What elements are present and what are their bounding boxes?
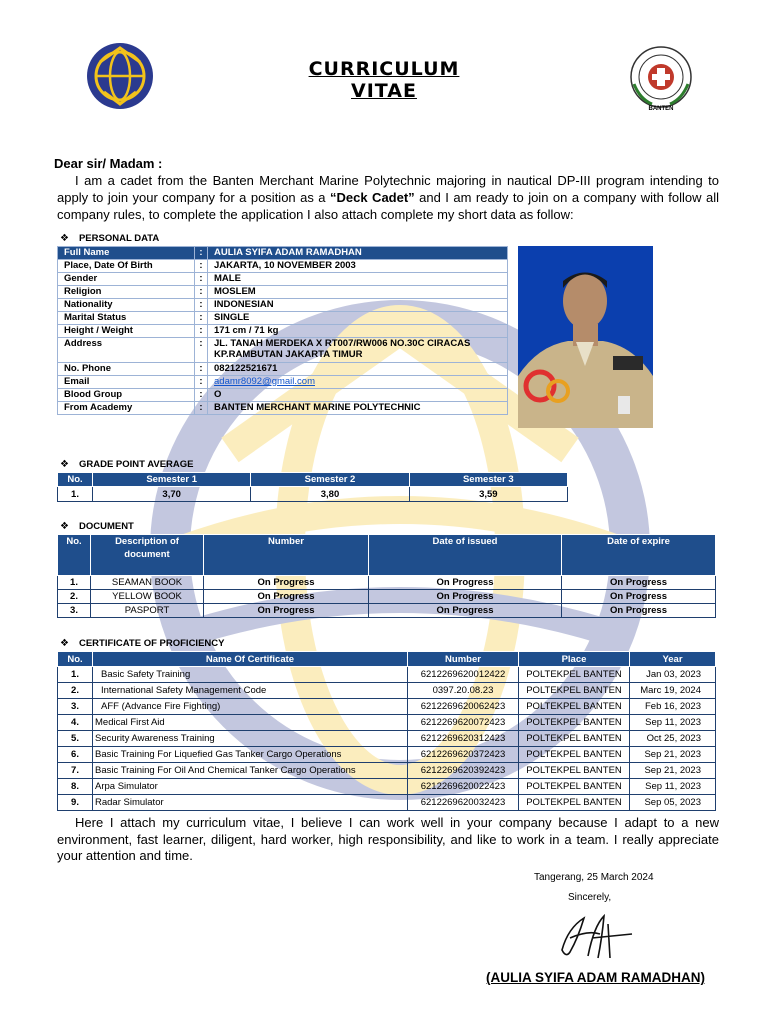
doc-no: 3. <box>58 604 91 618</box>
closing-paragraph: Here I attach my curriculum vitae, I believe I can work well in your company because I adapt to a new environment, fast learner, diligent, hard worker, high responsibility, and like to work in a team. I really appreciate your attention and time. <box>57 815 719 863</box>
handwritten-signature <box>548 908 648 964</box>
doc-issued: On Progress <box>369 590 562 604</box>
gpa-header-sem1: Semester 1 <box>93 473 251 487</box>
cert-year: Oct 25, 2023 <box>630 731 716 747</box>
cert-name: Basic Training For Oil And Chemical Tanker Cargo Operations <box>93 763 408 779</box>
gpa-heading <box>60 459 194 470</box>
cert-name: Security Awareness Training <box>93 731 408 747</box>
cert-place: POLTEKPEL BANTEN <box>519 715 630 731</box>
gpa-header-sem3: Semester 3 <box>409 473 567 487</box>
cert-no: 4. <box>58 715 93 731</box>
greeting: Dear sir/ Madam : <box>54 156 163 171</box>
personal-data-colon: : <box>195 286 208 299</box>
table-row <box>58 667 716 683</box>
document-heading <box>60 521 134 532</box>
personal-data-label: Religion <box>58 286 195 299</box>
cert-no: 1. <box>58 667 93 683</box>
cert-header-place: Place <box>519 652 630 667</box>
doc-description: SEAMAN BOOK <box>91 576 204 590</box>
certificate-header-row <box>58 652 716 667</box>
cert-name: Medical First Aid <box>93 715 408 731</box>
table-row <box>58 795 716 811</box>
cert-name: AFF (Advance Fire Fighting) <box>93 699 408 715</box>
cert-name: Basic Safety Training <box>93 667 408 683</box>
personal-data-label: Blood Group <box>58 389 195 402</box>
cert-number: 6212269620392423 <box>408 763 519 779</box>
cert-header-number: Number <box>408 652 519 667</box>
personal-data-heading-text: PERSONAL DATA <box>78 233 160 244</box>
personal-data-colon: : <box>195 273 208 286</box>
doc-expire: On Progress <box>562 604 716 618</box>
certificate-heading-text: CERTIFICATE OF PROFICIENCY <box>78 638 225 649</box>
doc-header-no: No. <box>58 535 91 576</box>
table-row <box>58 747 716 763</box>
cert-no: 8. <box>58 779 93 795</box>
personal-data-row <box>58 389 508 402</box>
doc-number: On Progress <box>204 590 369 604</box>
personal-data-row <box>58 286 508 299</box>
cert-place: POLTEKPEL BANTEN <box>519 779 630 795</box>
personal-data-colon: : <box>195 402 208 415</box>
certificate-heading <box>60 638 224 649</box>
cert-year: Marc 19, 2024 <box>630 683 716 699</box>
personal-data-row <box>58 273 508 286</box>
gpa-heading-text: GRADE POINT AVERAGE <box>78 459 194 470</box>
cert-no: 3. <box>58 699 93 715</box>
personal-data-colon: : <box>195 260 208 273</box>
diamond-bullet-icon: ❖ <box>60 459 69 470</box>
document-heading-text: DOCUMENT <box>78 521 134 532</box>
cert-year: Sep 05, 2023 <box>630 795 716 811</box>
personal-data-heading <box>60 233 159 244</box>
personal-data-colon: : <box>195 312 208 325</box>
title-line-2: VITAE <box>351 80 417 102</box>
polytechnic-logo <box>626 44 696 112</box>
personal-data-row <box>58 338 508 363</box>
page-title <box>300 58 468 102</box>
certificate-table <box>57 651 716 811</box>
personal-data-colon: : <box>195 363 208 376</box>
personal-data-row <box>58 312 508 325</box>
personal-data-label: Address <box>58 338 195 363</box>
personal-data-label: Full Name <box>58 247 195 260</box>
cert-no: 2. <box>58 683 93 699</box>
cert-place: POLTEKPEL BANTEN <box>519 683 630 699</box>
personal-data-colon: : <box>195 389 208 402</box>
doc-number: On Progress <box>204 604 369 618</box>
personal-data-row <box>58 299 508 312</box>
diamond-bullet-icon: ❖ <box>60 521 69 532</box>
gpa-header-row <box>58 473 568 487</box>
doc-expire: On Progress <box>562 590 716 604</box>
cert-header-no: No. <box>58 652 93 667</box>
personal-data-value: SINGLE <box>208 312 508 325</box>
doc-no: 2. <box>58 590 91 604</box>
cert-number: 0397.20.08.23 <box>408 683 519 699</box>
document-header-row <box>58 535 716 576</box>
intro-position: “Deck Cadet” <box>330 190 415 205</box>
table-row <box>58 699 716 715</box>
intro-paragraph <box>57 172 719 223</box>
cert-number: 6212269620062423 <box>408 699 519 715</box>
personal-data-value <box>208 338 508 363</box>
cert-header-year: Year <box>630 652 716 667</box>
personal-data-colon: : <box>195 325 208 338</box>
personal-data-value: MOSLEM <box>208 286 508 299</box>
personal-data-table <box>57 246 508 415</box>
cert-name: Basic Training For Liquefied Gas Tanker Cargo Operations <box>93 747 408 763</box>
personal-data-value: MALE <box>208 273 508 286</box>
table-row <box>58 763 716 779</box>
doc-header-expire: Date of expire <box>562 535 716 576</box>
personal-data-value: O <box>208 389 508 402</box>
diamond-bullet-icon: ❖ <box>60 638 69 649</box>
gpa-sem1: 3,70 <box>93 487 251 502</box>
doc-description: YELLOW BOOK <box>91 590 204 604</box>
title-line-1: CURRICULUM <box>308 58 460 80</box>
gpa-no: 1. <box>58 487 93 502</box>
cert-no: 5. <box>58 731 93 747</box>
doc-header-desc: Description of document <box>91 535 204 576</box>
personal-data-row <box>58 376 508 389</box>
table-row <box>58 779 716 795</box>
doc-header-issued: Date of issued <box>369 535 562 576</box>
cert-year: Sep 11, 2023 <box>630 715 716 731</box>
doc-description: PASPORT <box>91 604 204 618</box>
ministry-logo <box>84 40 156 112</box>
personal-data-value: INDONESIAN <box>208 299 508 312</box>
doc-header-number: Number <box>204 535 369 576</box>
cert-no: 6. <box>58 747 93 763</box>
cert-place: POLTEKPEL BANTEN <box>519 795 630 811</box>
personal-data-label: From Academy <box>58 402 195 415</box>
personal-data-row <box>58 325 508 338</box>
gpa-table <box>57 472 568 502</box>
table-row <box>58 576 716 590</box>
cert-year: Sep 21, 2023 <box>630 747 716 763</box>
cert-header-name: Name Of Certificate <box>93 652 408 667</box>
cert-year: Feb 16, 2023 <box>630 699 716 715</box>
personal-data-colon: : <box>195 376 208 389</box>
personal-data-colon: : <box>195 338 208 363</box>
intro-text-2: and I am ready to join on a company with follow all company rules, to complete the application I also attach complete my short data as follow: <box>57 190 720 222</box>
table-row <box>58 731 716 747</box>
place-date: Tangerang, 25 March 2024 <box>534 872 654 883</box>
personal-data-row <box>58 363 508 376</box>
cert-place: POLTEKPEL BANTEN <box>519 699 630 715</box>
cert-number: 6212269620072423 <box>408 715 519 731</box>
logo-banten-text: BANTEN <box>648 106 674 112</box>
cert-year: Jan 03, 2023 <box>630 667 716 683</box>
doc-number: On Progress <box>204 576 369 590</box>
cert-place: POLTEKPEL BANTEN <box>519 731 630 747</box>
personal-data-row <box>58 247 508 260</box>
gpa-sem2: 3,80 <box>251 487 409 502</box>
cert-number: 6212269620022423 <box>408 779 519 795</box>
intro-text-1: I am a cadet from the Banten Merchant Marine Polytechnic majoring in nautical DP-III program intending to apply to join your company for a position as a <box>57 173 719 205</box>
diamond-bullet-icon: ❖ <box>60 233 69 244</box>
personal-data-value <box>208 376 508 389</box>
personal-data-value: 171 cm / 71 kg <box>208 325 508 338</box>
cert-name: International Safety Management Code <box>93 683 408 699</box>
cert-year: Sep 21, 2023 <box>630 763 716 779</box>
personal-data-value: BANTEN MERCHANT MARINE POLYTECHNIC <box>208 402 508 415</box>
address-line-2: KP.RAMBUTAN JAKARTA TIMUR <box>214 349 363 360</box>
personal-data-label: Gender <box>58 273 195 286</box>
document-table <box>57 534 716 618</box>
cert-number: 6212269620312423 <box>408 731 519 747</box>
cert-number: 6212269620372423 <box>408 747 519 763</box>
personal-data-label: Email <box>58 376 195 389</box>
table-row <box>58 715 716 731</box>
doc-issued: On Progress <box>369 604 562 618</box>
cert-number: 6212269620032423 <box>408 795 519 811</box>
personal-data-row <box>58 402 508 415</box>
gpa-sem3: 3,59 <box>409 487 567 502</box>
sincerely: Sincerely, <box>568 892 612 903</box>
table-row <box>58 683 716 699</box>
personal-data-row <box>58 260 508 273</box>
cert-place: POLTEKPEL BANTEN <box>519 763 630 779</box>
cert-number: 6212269620012422 <box>408 667 519 683</box>
personal-data-label: Place, Date Of Birth <box>58 260 195 273</box>
cert-no: 9. <box>58 795 93 811</box>
cert-no: 7. <box>58 763 93 779</box>
cert-place: POLTEKPEL BANTEN <box>519 747 630 763</box>
gpa-header-no: No. <box>58 473 93 487</box>
signature-name: (AULIA SYIFA ADAM RAMADHAN) <box>486 970 705 985</box>
personal-data-label: Nationality <box>58 299 195 312</box>
doc-issued: On Progress <box>369 576 562 590</box>
cert-name: Radar Simulator <box>93 795 408 811</box>
gpa-row <box>58 487 568 502</box>
doc-expire: On Progress <box>562 576 716 590</box>
personal-data-value: AULIA SYIFA ADAM RAMADHAN <box>208 247 508 260</box>
personal-data-label: Height / Weight <box>58 325 195 338</box>
personal-data-value: 082122521671 <box>208 363 508 376</box>
gpa-header-sem2: Semester 2 <box>251 473 409 487</box>
cert-name: Arpa Simulator <box>93 779 408 795</box>
personal-data-label: Marital Status <box>58 312 195 325</box>
personal-data-colon: : <box>195 247 208 260</box>
personal-data-value: JAKARTA, 10 NOVEMBER 2003 <box>208 260 508 273</box>
cert-place: POLTEKPEL BANTEN <box>519 667 630 683</box>
address-line-1: JL. TANAH MERDEKA X RT007/RW006 NO.30C CIRACAS <box>214 338 471 349</box>
email-link[interactable]: adamr8092@gmail.com <box>214 376 315 387</box>
doc-no: 1. <box>58 576 91 590</box>
profile-photo <box>518 246 653 428</box>
table-row <box>58 590 716 604</box>
personal-data-colon: : <box>195 299 208 312</box>
cert-year: Sep 11, 2023 <box>630 779 716 795</box>
table-row <box>58 604 716 618</box>
personal-data-label: No. Phone <box>58 363 195 376</box>
